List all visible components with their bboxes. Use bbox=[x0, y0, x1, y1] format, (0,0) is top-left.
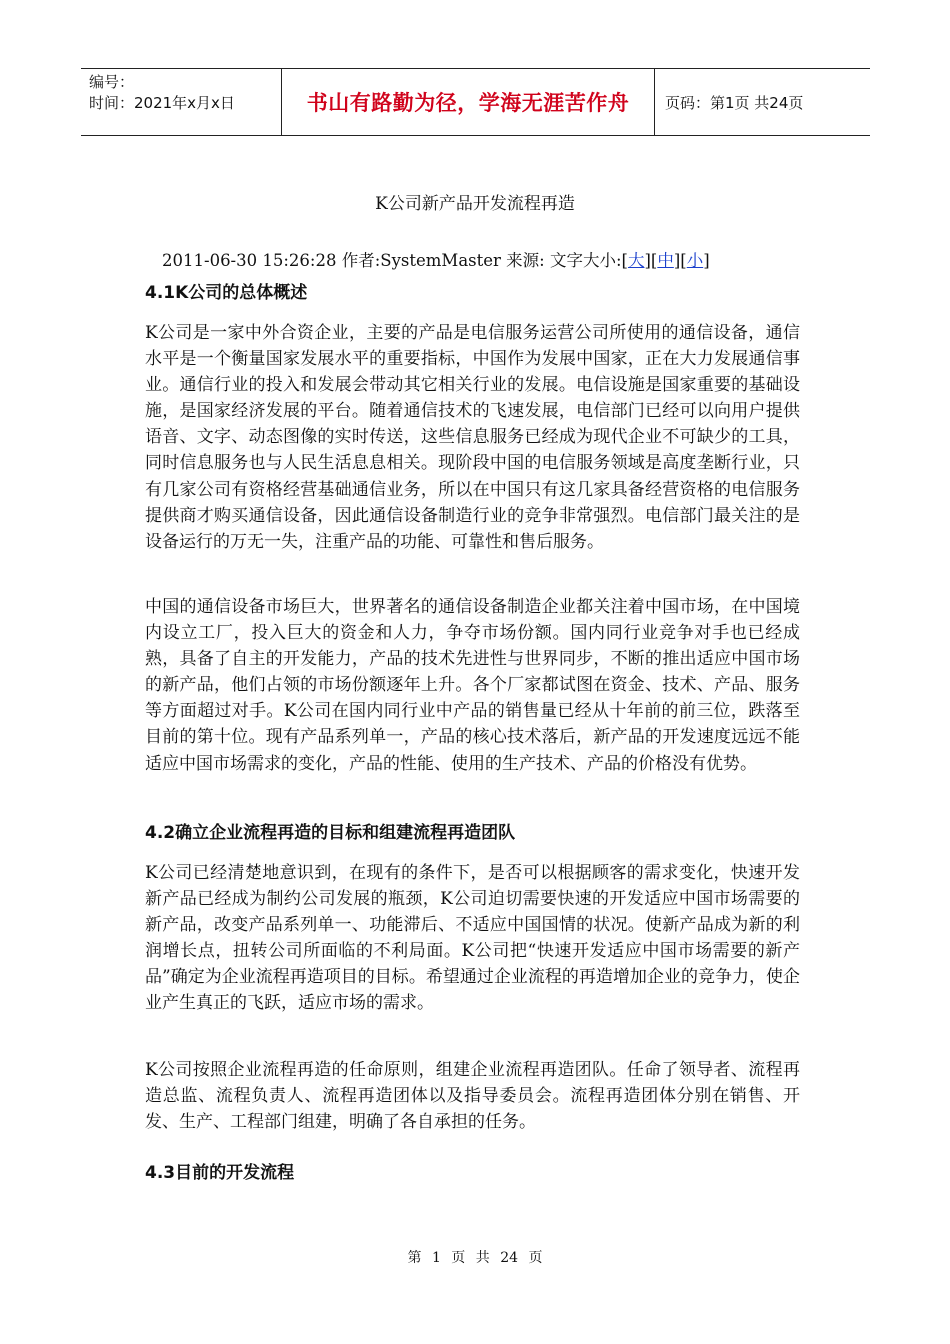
header-table bbox=[81, 68, 870, 136]
header-meta-cell bbox=[81, 69, 281, 135]
font-size-small-link[interactable]: 小 bbox=[686, 251, 704, 270]
section-heading: 4.1K公司的总体概述 bbox=[145, 283, 308, 303]
paragraph: K公司是一家中外合资企业，主要的产品是电信服务运营公司所使用的通信设备，通信水平是一个衡量国家发展水平的重要指标，中国作为发展中国家，正在大力发展通信事业。通信行业的投入和发展会带动其它相关行业的发展。电信设施是国家重要的基础设施，是国家经济发展的平台。随着通信技术的飞速发展，电信部门已经可以向用户提供语音、文字、动态图像的实时传送，这些信息服务已经成为现代企业不可缺少的工具，同时信息服务也与人民生活息息相关。现阶段中国的电信服务领域是高度垄断行业，只有几家公司有资格经营基础通信业务，所以在中国只有这几家具备经营资格的电信服务提供商才购买通信设备，因此通信设备制造行业的竞争非常强烈。电信部门最关注的是设备运行的万无一失，注重产品的功能、可靠性和售后服务。 bbox=[145, 323, 800, 552]
header-page-info-cell bbox=[655, 69, 870, 135]
section-heading: 4.3目前的开发流程 bbox=[145, 1163, 295, 1183]
meta-text: 2011-06-30 15:26:28 作者:SystemMaster 来源: 文字大小: bbox=[162, 251, 622, 270]
page-info: 页码：第1页 共24页 bbox=[665, 93, 804, 112]
document-title: K公司新产品开发流程再造 bbox=[375, 194, 575, 214]
number-label: 编号： bbox=[89, 73, 135, 91]
time-label: 时间：2021年x月x日 bbox=[89, 94, 235, 112]
font-size-medium-link[interactable]: 中 bbox=[657, 251, 674, 270]
page-footer: 第 1 页 共 24 页 bbox=[407, 1250, 543, 1266]
paragraph: K公司已经清楚地意识到，在现有的条件下，是否可以根据顾客的需求变化，快速开发新产品已经成为制约公司发展的瓶颈，K公司迫切需要快速的开发适应中国市场需要的新产品，改变产品系列单一、功能滞后、不适应中国国情的状况。使新产品成为新的利润增长点，扭转公司所面临的不利局面。K公司把“快速开发适应中国市场需要的新产品”确定为企业流程再造项目的目标。希望通过企业流程的再造增加企业的竞争力，使企业产生真正的飞跃，适应市场的需求。 bbox=[145, 863, 800, 1014]
font-size-large-link[interactable]: 大 bbox=[627, 251, 645, 270]
section-heading: 4.2确立企业流程再造的目标和组建流程再造团队 bbox=[145, 823, 516, 843]
article-meta: 2011-06-30 15:26:28 作者:SystemMaster 来源: 文字大小:[大][中][小] bbox=[162, 251, 710, 270]
header-motto: 书山有路勤为径，学海无涯苦作舟 bbox=[306, 91, 630, 115]
paragraph: 中国的通信设备市场巨大，世界著名的通信设备制造企业都关注着中国市场，在中国境内设立工厂，投入巨大的资金和人力，争夺市场份额。国内同行业竞争对手也已经成熟，具备了自主的开发能力，产品的技术先进性与世界同步，不断的推出适应中国市场的新产品，他们占领的市场份额逐年上升。各个厂家都试图在资金、技术、产品、服务等方面超过对手。K公司在国内同行业中产品的销售量已经从十年前的前三位，跌落至目前的第十位。现有产品系列单一，产品的核心技术落后，新产品的开发速度远远不能适应中国市场需求的变化，产品的性能、使用的生产技术、产品的价格没有优势。 bbox=[145, 597, 800, 774]
paragraph: K公司按照企业流程再造的任命原则，组建企业流程再造团队。任命了领导者、流程再造总监、流程负责人、流程再造团体以及指导委员会。流程再造团体分别在销售、开发、生产、工程部门组建，明确了各自承担的任务。 bbox=[145, 1060, 800, 1133]
